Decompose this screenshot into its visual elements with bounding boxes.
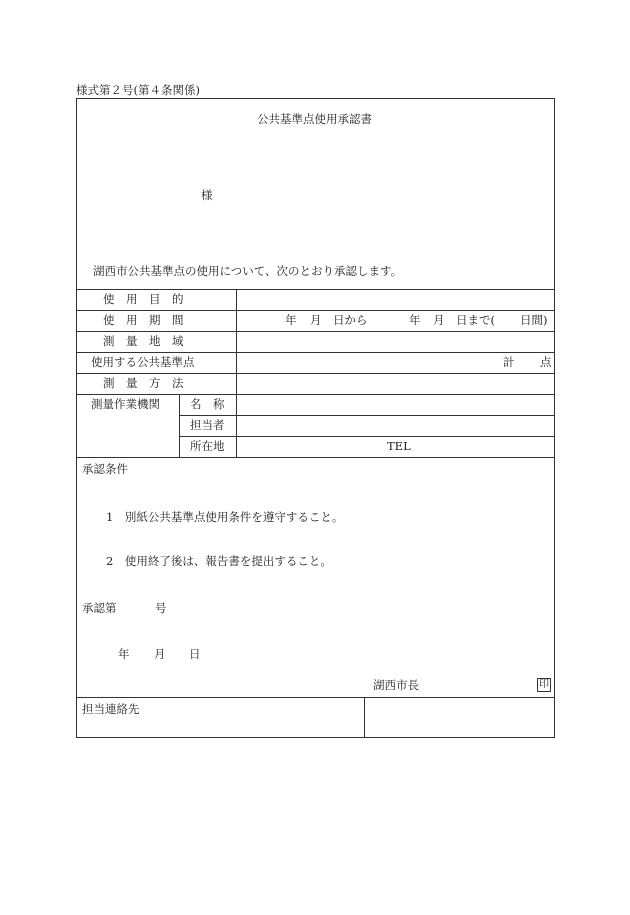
form-number: 様式第２号(第４条関係)	[76, 83, 200, 97]
date-month: 月	[154, 647, 166, 661]
approval-number-label: 承認第	[82, 601, 117, 615]
row-label-area: 測 量 地 域	[103, 334, 184, 348]
date-day: 日	[189, 647, 201, 661]
period-year-2: 年	[409, 313, 421, 327]
contact-label: 担当連絡先	[82, 702, 140, 716]
row-label-points: 使用する公共基準点	[91, 355, 195, 369]
date-year: 年	[118, 647, 130, 661]
period-year-1: 年	[285, 313, 297, 327]
page-title: 公共基準点使用承認書	[257, 112, 372, 126]
grid-line	[76, 289, 555, 290]
approval-number-suffix: 号	[155, 601, 167, 615]
period-from: 日から	[333, 313, 368, 327]
grid-line	[76, 457, 555, 458]
issuer: 湖西市長	[373, 678, 419, 692]
grid-line	[76, 331, 555, 332]
addressee-suffix: 様	[201, 188, 213, 202]
grid-line	[76, 394, 555, 395]
grid-line	[76, 310, 555, 311]
org-person-label: 担当者	[190, 418, 225, 432]
period-month-2: 月	[433, 313, 445, 327]
grid-line	[364, 697, 365, 738]
period-days: 日間)	[520, 313, 548, 327]
approval-statement: 湖西市公共基準点の使用について、次のとおり承認します。	[93, 264, 403, 278]
org-name-label: 名 称	[190, 397, 225, 411]
grid-line	[236, 289, 237, 457]
condition-item-2: 2 使用終了後は、報告書を提出すること。	[106, 554, 332, 568]
period-month-1: 月	[310, 313, 322, 327]
grid-line	[76, 697, 555, 698]
points-unit: 点	[540, 355, 552, 369]
form-frame	[76, 98, 555, 738]
points-total: 計	[503, 355, 515, 369]
grid-line	[76, 352, 555, 353]
org-address-label: 所在地	[190, 439, 225, 453]
seal-stamp: 印	[539, 679, 549, 690]
row-label-method: 測 量 方 法	[103, 376, 184, 390]
period-until: 日まで(	[456, 313, 495, 327]
condition-item-1: 1 別紙公共基準点使用条件を遵守すること。	[106, 510, 344, 524]
row-label-period: 使 用 期 間	[103, 313, 184, 327]
row-label-purpose: 使 用 目 的	[103, 292, 184, 306]
grid-line	[76, 373, 555, 374]
conditions-heading: 承認条件	[82, 462, 128, 476]
org-tel-label: TEL	[387, 439, 411, 453]
grid-line	[179, 394, 180, 457]
row-label-org: 測量作業機関	[91, 397, 160, 411]
